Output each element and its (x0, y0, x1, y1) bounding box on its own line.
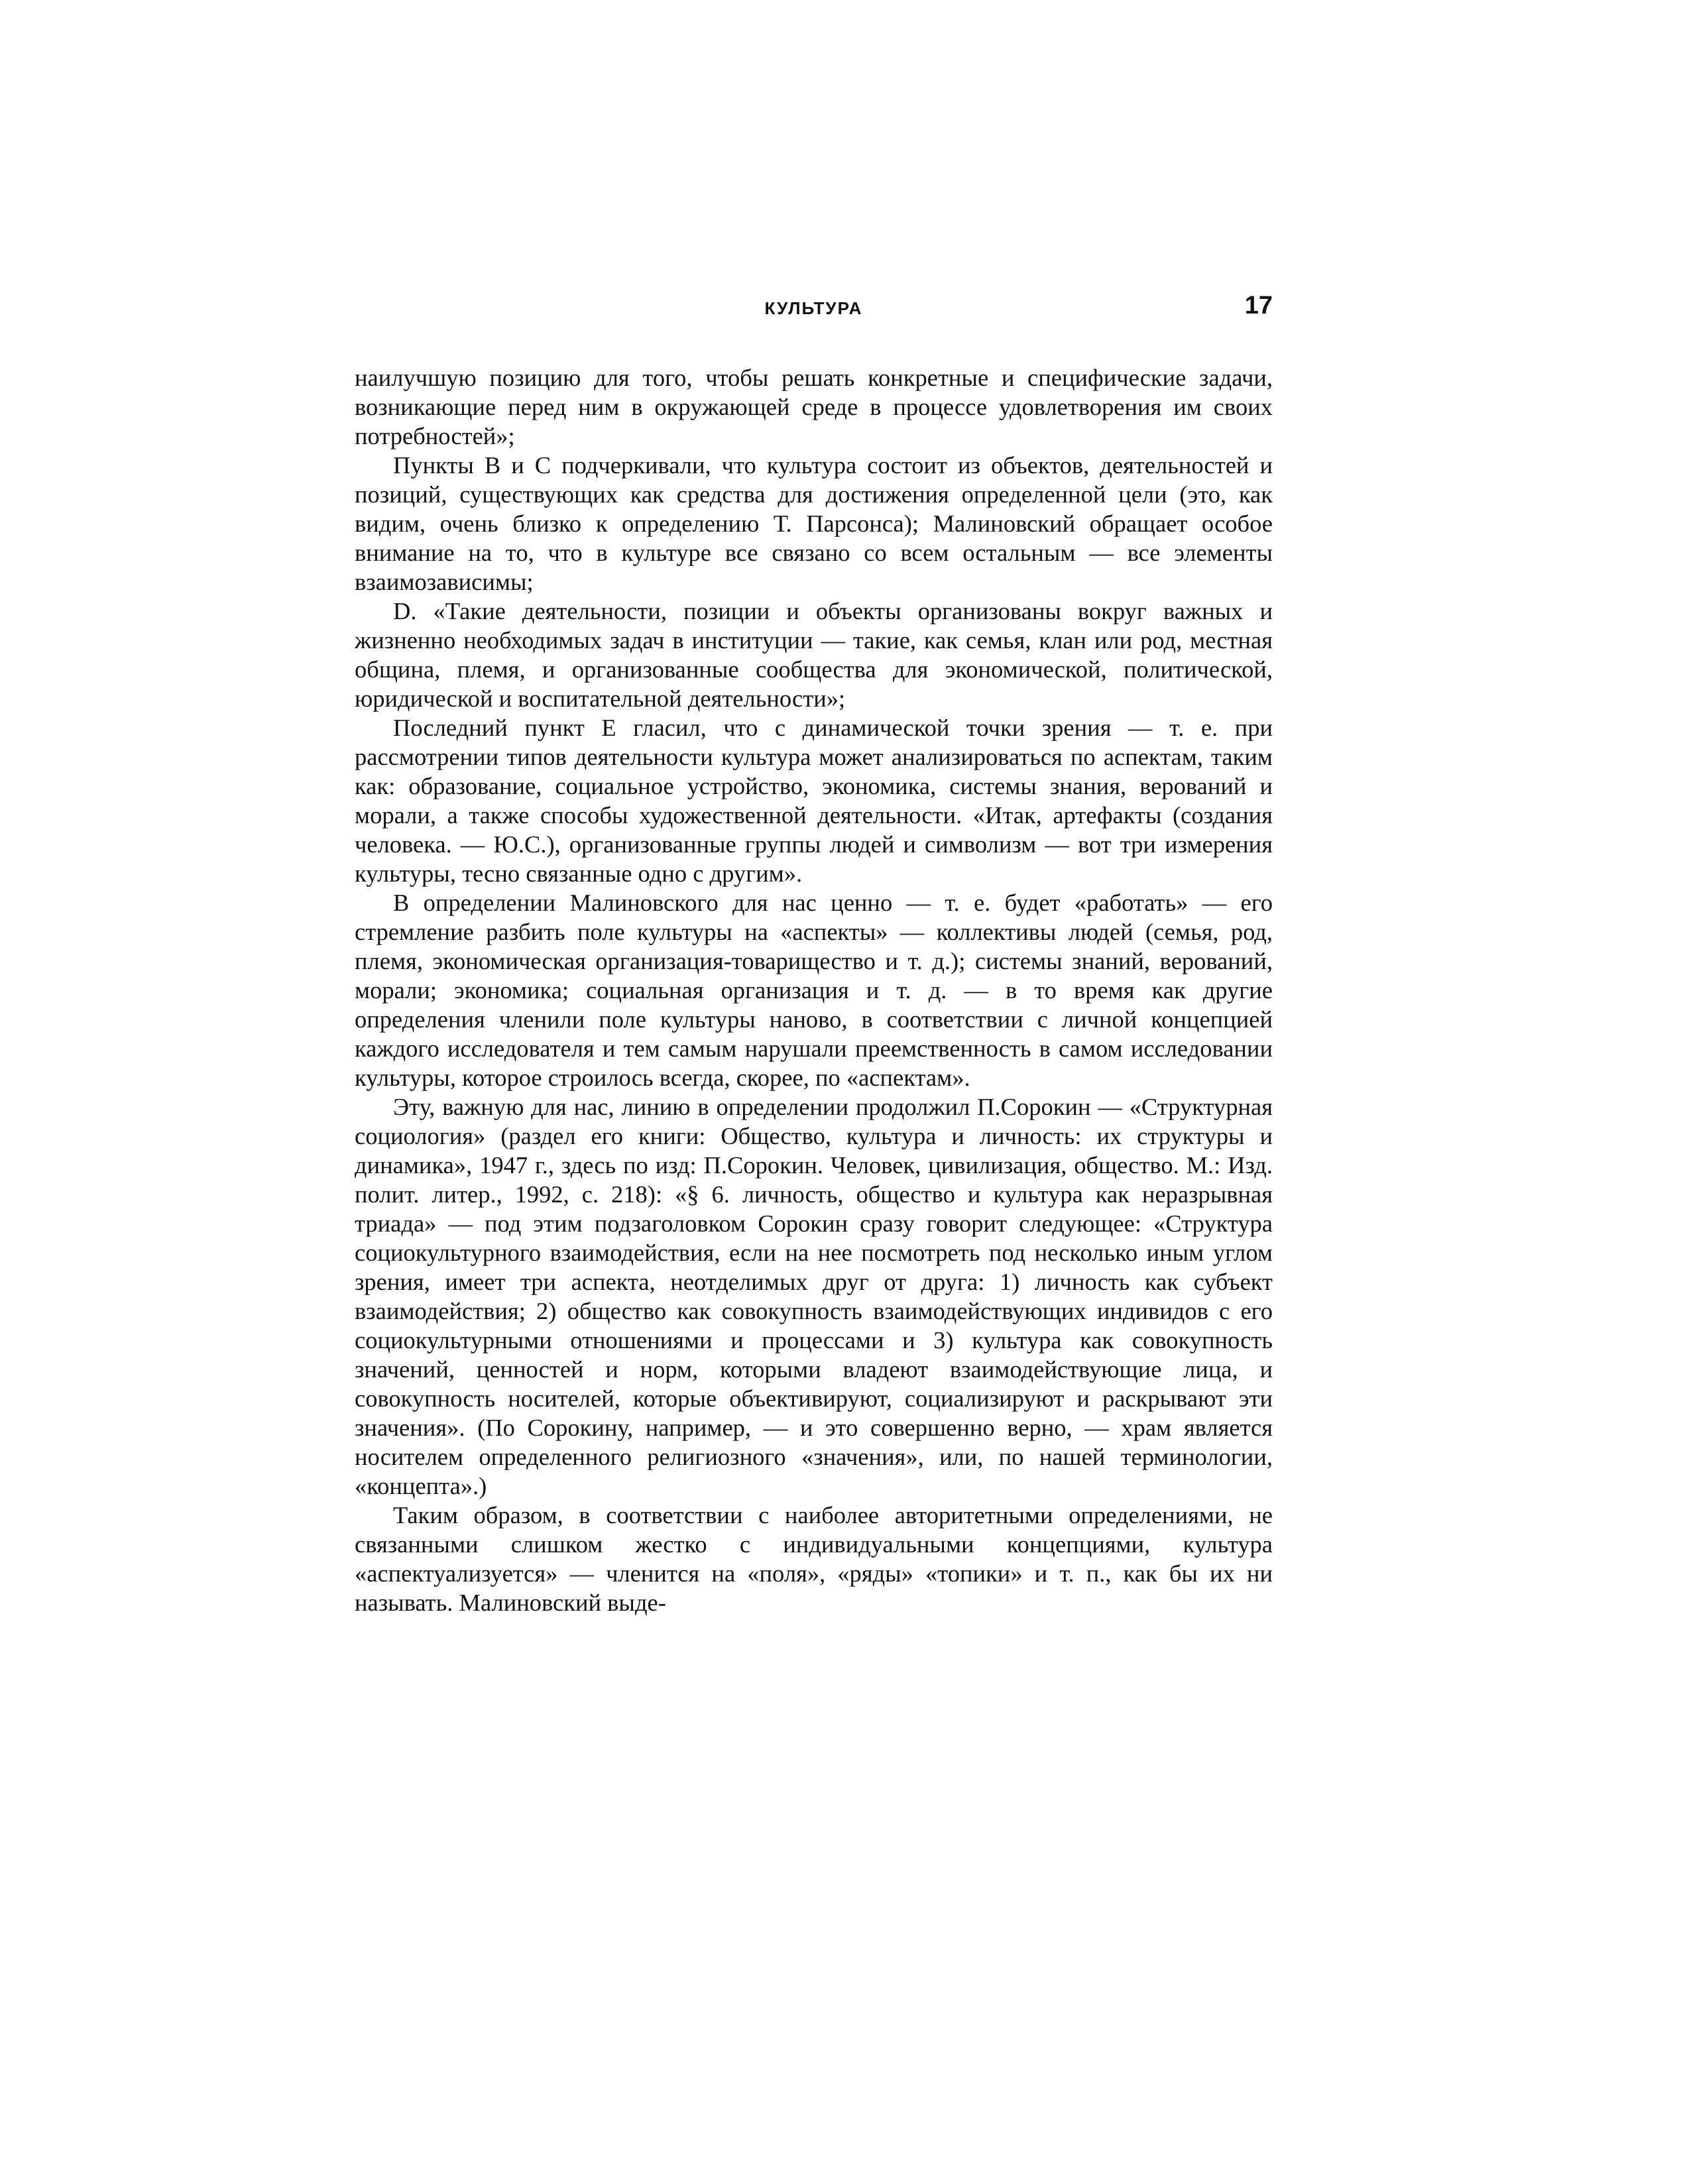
paragraph-continuation: наилучшую позицию для того, чтобы решать конкретные и специфические задачи, возникающие перед ним в окружающей среде в процессе удовлетворения им своих потребностей»; (355, 364, 1273, 449)
paragraph-point-e: Последний пункт E гласил, что с динамической точки зрения — т. е. при рассмотрении типов деятельности культура может анализироваться по аспектам, таким как: образование, социальное устройство, экономика, системы знания, верований и морали, а также способы художественной деятельности. «Итак, артефакты (создания человека. — Ю.С.), организованные группы людей и символизм — вот три измерения культуры, тесно связанные одно с другим». (355, 714, 1273, 887)
running-head (355, 292, 1273, 331)
book-page (355, 292, 1273, 1617)
paragraph-malinowski: В определении Малиновского для нас ценно — т. е. будет «работать» — его стремление разбить поле культуры на «аспекты» — коллективы людей (семья, род, племя, экономическая организация-товарищество и т. д.); системы знаний, верований, морали; экономика; социальная организация и т. д. — в то время как другие определения членили поле культуры наново, в соответствии с личной концепцией каждого исследователя и тем самым нарушали преемственность в самом исследовании культуры, которое строилось всегда, скорее, по «аспектам». (355, 889, 1273, 1091)
paragraph-point-d: D. «Такие деятельности, позиции и объекты организованы вокруг важных и жизненно необходимых задач в институции — такие, как семья, клан или род, местная община, племя, и организованные сообщества для экономической, политической, юридической и воспитательной деятельности»; (355, 597, 1273, 712)
paragraph-points-b-c: Пункты B и C подчеркивали, что культура состоит из объектов, деятельностей и позиций, существующих как средства для достижения определенной цели (это, как видим, очень близко к определению Т. Парсонса); Малиновский обращает особое внимание на то, что в культуре все связано со всем остальным — все элементы взаимозависимы; (355, 451, 1273, 595)
paragraph-conclusion: Таким образом, в соответствии с наиболее авторитетными определениями, не связанными слишком жестко с индивидуальными концепциями, культура «аспектуализуется» — членится на «поля», «ряды» «топики» и т. п., как бы их ни называть. Малиновский выде- (355, 1501, 1273, 1616)
running-title: КУЛЬТУРА (764, 298, 863, 318)
paragraph-sorokin: Эту, важную для нас, линию в определении продолжил П.Сорокин — «Структурная социология» (раздел его книги: Общество, культура и личность: их структуры и динамика», 1947 г., здесь по изд: П.Сорокин. Человек, цивилизация, общество. М.: Изд. полит. литер., 1992, с. 218): «§ 6. личность, общество и культура как неразрывная триада» — под этим подзаголовком Сорокин сразу говорит следующее: «Структура социокультурного взаимодействия, если на нее посмотреть под несколько иным углом зрения, имеет три аспекта, неотделимых друг от друга: 1) личность как субъект взаимодействия; 2) общество как совокупность взаимодействующих индивидов с его социокультурными отношениями и процессами и 3) культура как совокупность значений, ценностей и норм, которыми владеют взаимодействующие лица, и совокупность носителей, которые объективируют, социализируют и раскрывают эти значения». (По Сорокину, например, — и это совершенно верно, — храм является носителем определенного религиозного «значения», или, по нашей терминологии, «концепта».) (355, 1093, 1273, 1499)
body-text (355, 363, 1273, 1617)
page-number: 17 (1244, 292, 1273, 319)
